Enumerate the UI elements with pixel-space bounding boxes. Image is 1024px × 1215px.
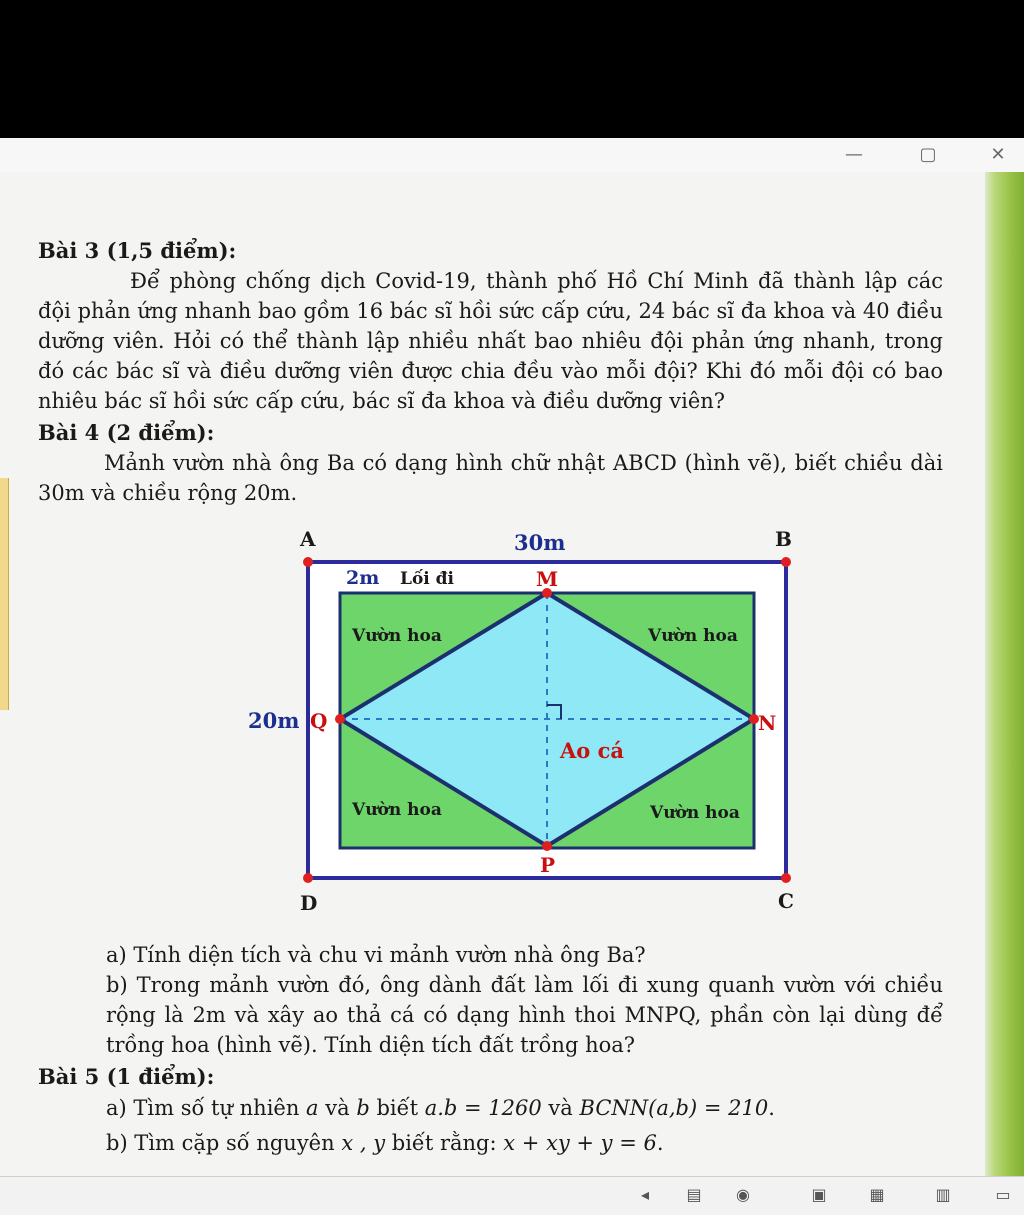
label-length: 30m bbox=[514, 530, 566, 555]
bai4-question-b: b) Trong mảnh vườn đó, ông dành đất làm lối đi xung quanh vườn với chiều rộng là 2m và xây ao thả cá có dạng hình thoi MNPQ, phần còn lại dùng để trồng hoa (hình vẽ). Tính diện tích đất trồng hoa? bbox=[106, 973, 943, 1057]
bai5-a-and: và bbox=[325, 1096, 350, 1120]
bamboo-decoration bbox=[985, 172, 1024, 1176]
minimize-icon[interactable]: — bbox=[845, 144, 863, 165]
play-icon[interactable]: ◉ bbox=[736, 1185, 750, 1204]
bai3-text: Để phòng chống dịch Covid-19, thành phố Hồ Chí Minh đã thành lập các đội phản ứng nhanh bao gồm 16 bác sĩ hồi sức cấp cứu, 24 bác sĩ đa khoa và 40 điều dưỡng viên. Hỏi có thể thành lập nhiều nhất bao nhiêu đội phản ứng nhanh, trong đó các bác sĩ và điều dưỡng viên được chia đều vào mỗi đội? Khi đó mỗi đội có bao nhiêu bác sĩ hồi sức cấp cứu, bác sĩ đa khoa và điều dưỡng viên? bbox=[38, 269, 943, 413]
bai5-question-a: a) Tìm số tự nhiên a và b biết a.b = 1260 và BCNN(a,b) = 210. bbox=[106, 1096, 775, 1120]
label-width: 20m bbox=[248, 708, 300, 733]
point-q bbox=[335, 714, 345, 724]
bai5-question-b: b) Tìm cặp số nguyên x , y biết rằng: x + xy + y = 6. bbox=[106, 1131, 664, 1155]
bai3-title: Bài 3 (1,5 điểm): bbox=[38, 238, 237, 263]
label-a: A bbox=[300, 527, 316, 551]
bai5-a-biet: biết bbox=[376, 1096, 419, 1120]
label-garden-tl: Vườn hoa bbox=[352, 626, 442, 646]
bai5-b-biet: biết rằng: bbox=[391, 1131, 497, 1155]
view1-icon[interactable]: ▣ bbox=[811, 1185, 827, 1204]
close-icon[interactable]: ✕ bbox=[990, 144, 1006, 165]
label-n: N bbox=[758, 711, 777, 735]
view4-icon[interactable]: ▭ bbox=[995, 1185, 1011, 1204]
garden-figure bbox=[240, 520, 810, 920]
view3-icon[interactable]: ▥ bbox=[935, 1185, 951, 1204]
bai5-b-prefix: b) Tìm cặp số nguyên bbox=[106, 1131, 335, 1155]
bai5-a-eq2: BCNN(a,b) = 210 bbox=[579, 1096, 769, 1120]
bai4-title: Bài 4 (2 điểm): bbox=[38, 420, 215, 445]
point-d bbox=[303, 873, 313, 883]
point-c bbox=[781, 873, 791, 883]
label-c: C bbox=[778, 889, 794, 913]
restore-icon[interactable]: ▢ bbox=[919, 144, 937, 165]
left-margin-marker bbox=[0, 478, 9, 710]
bai4-question-a: a) Tính diện tích và chu vi mảnh vườn nhà ông Ba? bbox=[106, 943, 646, 967]
label-b: B bbox=[775, 527, 792, 551]
status-bar bbox=[0, 1176, 1024, 1215]
prev-icon[interactable]: ◂ bbox=[640, 1185, 650, 1204]
bai5-a-var2: b bbox=[356, 1096, 370, 1120]
label-p: P bbox=[540, 853, 556, 877]
bai5-a-eq1: a.b = 1260 bbox=[424, 1096, 542, 1120]
label-pond: Ao cá bbox=[560, 738, 625, 763]
bai5-a-var1: a bbox=[306, 1096, 319, 1120]
label-garden-tr: Vườn hoa bbox=[648, 626, 738, 646]
page-icon[interactable]: ▤ bbox=[686, 1185, 702, 1204]
bai5-b-vars: x , y bbox=[341, 1131, 386, 1155]
bai5-b-eq: x + xy + y = 6 bbox=[503, 1131, 657, 1155]
window-titlebar bbox=[0, 138, 1024, 173]
point-b bbox=[781, 557, 791, 567]
label-d: D bbox=[300, 891, 318, 915]
point-p bbox=[542, 841, 552, 851]
label-path-width: 2m bbox=[346, 567, 380, 589]
point-a bbox=[303, 557, 313, 567]
bai5-a-va: và bbox=[548, 1096, 573, 1120]
black-top-area bbox=[0, 0, 1024, 138]
label-m: M bbox=[536, 567, 559, 591]
label-path: Lối đi bbox=[400, 569, 455, 589]
label-garden-bl: Vườn hoa bbox=[352, 800, 442, 820]
label-q: Q bbox=[310, 709, 328, 733]
view2-icon[interactable]: ▦ bbox=[869, 1185, 885, 1204]
bai4-text: Mảnh vườn nhà ông Ba có dạng hình chữ nhật ABCD (hình vẽ), biết chiều dài 30m và chiều rộng 20m. bbox=[38, 451, 943, 505]
bai5-title: Bài 5 (1 điểm): bbox=[38, 1064, 215, 1089]
bai5-a-prefix: a) Tìm số tự nhiên bbox=[106, 1096, 300, 1120]
label-garden-br: Vườn hoa bbox=[650, 803, 740, 823]
